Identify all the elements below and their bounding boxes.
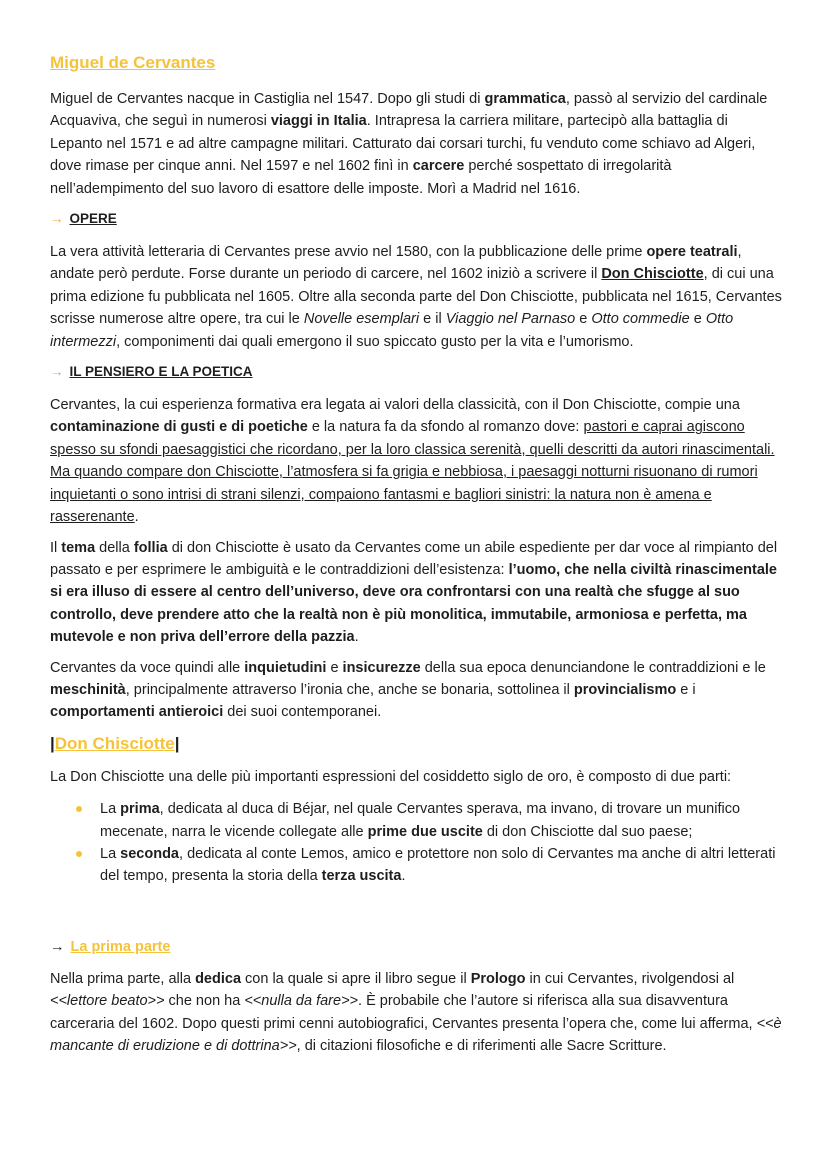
text: e il bbox=[419, 311, 446, 328]
text: che non ha bbox=[164, 993, 245, 1010]
bold-text: dedica bbox=[195, 970, 242, 987]
italic-text: Viaggio nel Parnaso bbox=[445, 311, 576, 328]
text: Miguel de Cervantes nacque in Castiglia nel 1547. Dopo gli studi di bbox=[50, 91, 485, 107]
text: di don Chisciotte dal suo paese; bbox=[482, 823, 693, 840]
bold-text: opere teatrali bbox=[646, 244, 738, 261]
text: Cervantes, la cui esperienza formativa era legata ai valori della classicità, con il Don Chisciotte, compie una bbox=[50, 397, 740, 414]
text: La vera attività letteraria di Cervantes prese avvio nel 1580, con la pubblicazione delle prime bbox=[50, 244, 647, 261]
bold-text: prima bbox=[120, 801, 160, 818]
section-heading-label: OPERE bbox=[69, 211, 117, 227]
text: . bbox=[134, 509, 139, 526]
text: , componimenti dai quali emergono il suo spiccato gusto per la vita e l’umorismo. bbox=[116, 333, 634, 350]
text: Nella prima parte, alla bbox=[50, 970, 196, 987]
text: , principalmente attraverso l’ironia che, anche se bonaria, sottolinea il bbox=[125, 681, 574, 698]
bold-text: Prologo bbox=[470, 970, 526, 987]
opere-paragraph bbox=[50, 241, 782, 353]
bold-text: tema bbox=[61, 539, 96, 556]
bio-paragraph bbox=[50, 88, 782, 200]
arrow-right-icon: → bbox=[50, 938, 65, 955]
pensiero-paragraph-2 bbox=[50, 537, 782, 649]
list-item bbox=[50, 843, 782, 888]
text: . Intrapresa la carriera militare, partecipò alla battaglia di Lepanto nel 1571 e ad altre campagne militari. Catturato dai corsari turchi, fu venduto come schiavo ad Algeri, dove rimase per cinque anni. Nel 1597 e nel 1602 finì in bbox=[50, 113, 756, 175]
text: , dedicata al conte Lemos, amico e protettore non solo di Cervantes ma anche di altri letterati del tempo, presenta la storia della bbox=[100, 845, 776, 885]
bold-text: provincialismo bbox=[573, 681, 677, 698]
prima-parte-paragraph bbox=[50, 968, 782, 1058]
italic-text: Otto intermezzi bbox=[50, 311, 734, 350]
bold-text: viaggi in Italia bbox=[270, 113, 367, 130]
parts-list bbox=[50, 798, 782, 888]
bold-text: grammatica bbox=[484, 91, 566, 107]
section-heading-label: La prima parte bbox=[70, 938, 171, 955]
text: La bbox=[100, 845, 121, 862]
italic-text: Novelle esemplari bbox=[303, 311, 420, 328]
bold-text: meschinità bbox=[50, 681, 126, 698]
bold-text: inquietudini bbox=[244, 659, 327, 676]
text: , andate però perdute. Forse durante un periodo di carcere, nel 1602 iniziò a scrivere il bbox=[50, 244, 742, 283]
section-title-label: Don Chisciotte bbox=[54, 733, 175, 753]
text: , dedicata al duca di Béjar, nel quale Cervantes sperava, ma invano, di trovare un munifico mecenate, narra le vicende collegate alle bbox=[100, 801, 741, 840]
text: dei suoi contemporanei. bbox=[223, 704, 382, 721]
section-title-don-chisciotte bbox=[50, 732, 782, 756]
text: e bbox=[575, 311, 592, 328]
text: . bbox=[401, 868, 406, 885]
text: e la natura fa da sfondo al romanzo dove: bbox=[307, 419, 584, 436]
text: Il bbox=[50, 539, 62, 556]
arrow-right-icon: → bbox=[50, 211, 64, 227]
text: della sua epoca denunciandone le contraddizioni e le bbox=[420, 659, 766, 676]
text: e i bbox=[676, 681, 696, 698]
text: . È probabile che l’autore si riferisca alla sua disavventura carceraria del 1602. Dopo questi primi cenni autobiografici, Cervantes presenta l’opera che, come lui afferma, bbox=[50, 993, 757, 1032]
text: perché sospettato di irregolarità nell’adempimento del suo lavoro di esattore delle imposte. Morì a Madrid nel 1616. bbox=[50, 158, 672, 197]
page-title: Miguel de Cervantes bbox=[50, 53, 216, 72]
pensiero-paragraph-1 bbox=[50, 394, 782, 528]
italic-text: <<nulla da fare>> bbox=[244, 993, 359, 1010]
bold-underlined-text: Don Chisciotte bbox=[601, 266, 704, 283]
bold-text: prime due uscite bbox=[367, 823, 483, 840]
underlined-text: pastori e caprai agiscono spesso su sfondi paesaggistici che ricordano, per la loro classica serenità, quelli descritti da autori rinascimentali. Ma quando compare don Chisciotte, l’atmosfera si fa grigia e nebbiosa, i paesaggi notturni risuonano di rumori inquietanti o sono intrisi di strani silenzi, compaiono fantasmi e bagliori sinistri: la natura non è amena e rasserenante bbox=[50, 419, 775, 526]
text: della bbox=[95, 539, 134, 556]
don-chisciotte-intro: La Don Chisciotte una delle più importanti espressioni del cosiddetto siglo de oro, è composto di due parti: bbox=[50, 768, 732, 785]
bold-text: insicurezze bbox=[342, 659, 421, 676]
italic-text: Otto commedie bbox=[591, 311, 690, 328]
bar-mark: | bbox=[174, 733, 180, 753]
section-heading-label: IL PENSIERO E LA POETICA bbox=[69, 364, 253, 380]
text: in cui Cervantes, rivolgendosi al bbox=[525, 970, 735, 987]
bar-mark: | bbox=[50, 733, 55, 753]
text: e bbox=[326, 659, 343, 676]
text: con la quale si apre il libro segue il bbox=[241, 970, 471, 987]
bold-text: terza uscita bbox=[321, 868, 402, 885]
bullet-icon bbox=[76, 851, 82, 857]
bold-text: comportamenti antieroici bbox=[50, 704, 224, 721]
arrow-right-icon: → bbox=[50, 364, 64, 380]
bold-text: contaminazione di gusti e di poetiche bbox=[50, 419, 308, 436]
document-page bbox=[50, 52, 782, 1065]
bold-text: follia bbox=[133, 539, 168, 556]
italic-text: <<lettore beato>> bbox=[50, 993, 165, 1010]
text: di don Chisciotte è usato da Cervantes come un abile espediente per dar voce al rimpianto del passato e per esprimere le ambiguità e le contraddizioni dell’esistenza: bbox=[50, 539, 778, 578]
text: . bbox=[354, 629, 359, 646]
section-heading-opere bbox=[50, 209, 782, 229]
text: , passò al servizio del cardinale Acquaviva, che seguì in numerosi bbox=[50, 91, 768, 130]
text: Cervantes da voce quindi alle bbox=[50, 659, 245, 676]
text: e bbox=[689, 311, 706, 328]
text: , di citazioni filosofiche e di riferimenti alle Sacre Scritture. bbox=[296, 1038, 667, 1054]
bold-text: l’uomo, che nella civiltà rinascimentale si era illuso di essere al centro dell’universo, deve ora confrontarsi con una realtà che sfugge al suo controllo, deve prendere atto che la realtà non è più monolitica, immutabile, armoniosa e perfetta, ma mutevole e non priva dell’errore della pazzia bbox=[50, 561, 777, 646]
list-item bbox=[50, 798, 782, 843]
italic-text: <<è mancante di erudizione e di dottrina>> bbox=[50, 1015, 782, 1054]
pensiero-paragraph-3 bbox=[50, 657, 782, 724]
bullet-icon bbox=[76, 806, 82, 812]
text: , di cui una prima edizione fu pubblicata nel 1605. Oltre alla seconda parte del Don Chisciotte, pubblicata nel 1615, Cervantes scrisse numerose altre opere, tra cui le bbox=[50, 266, 782, 328]
text: La bbox=[100, 801, 121, 818]
bold-text: seconda bbox=[120, 845, 180, 862]
section-heading-pensiero bbox=[50, 362, 782, 382]
section-heading-prima-parte bbox=[50, 936, 782, 958]
bold-text: carcere bbox=[412, 158, 465, 175]
